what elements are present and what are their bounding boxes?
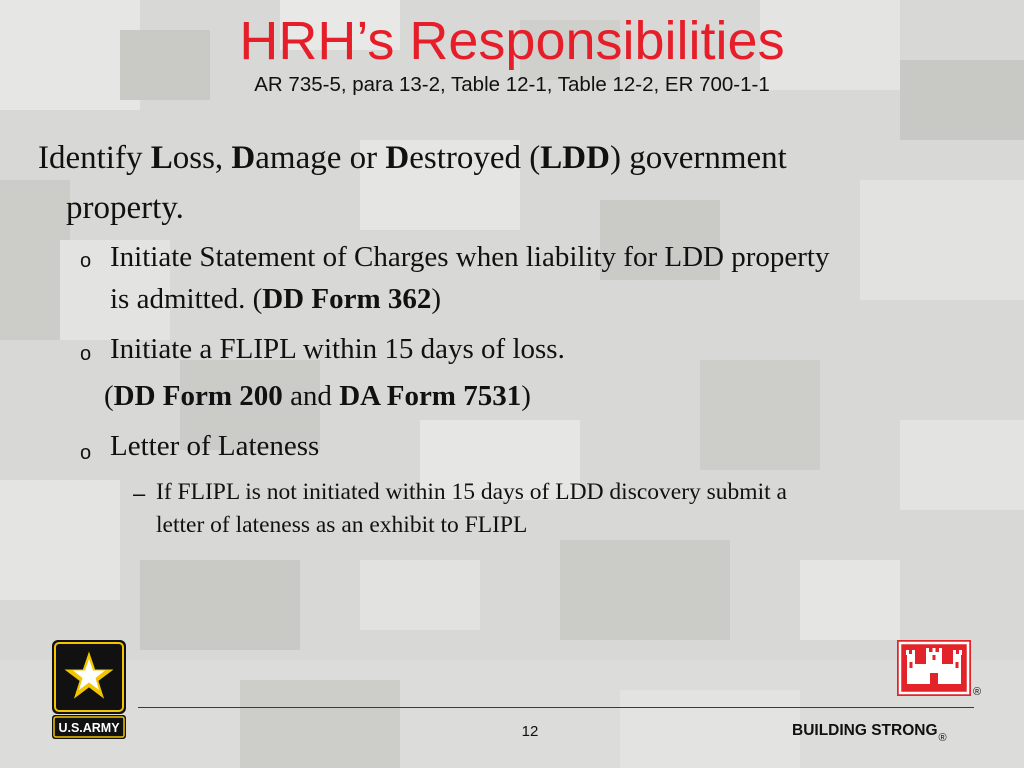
text-run: oss, — [172, 140, 232, 176]
bold-text: DD Form 362 — [262, 283, 432, 315]
castle-icon — [897, 640, 971, 696]
slide-title: HRH’s Responsibilities — [239, 11, 785, 71]
text-run: ( — [104, 380, 114, 412]
text-run: Initiate a FLIPL within 15 days of loss. — [110, 333, 565, 365]
registered-mark: ® — [973, 686, 982, 698]
bullet-1-line-1 — [110, 241, 829, 274]
sub-bullet-line-1: If FLIPL is not initiated within 15 days of LDD discovery submit a — [156, 479, 787, 505]
text-run: ) — [521, 380, 531, 412]
bullet-marker: o — [80, 442, 92, 464]
bold-text: LDD — [540, 140, 610, 176]
bullet-1-line-2 — [110, 283, 441, 316]
bullet-marker: o — [80, 343, 92, 365]
building-strong-tagline — [792, 722, 947, 744]
bold-text: DD Form 200 — [113, 380, 283, 412]
bold-text: L — [150, 140, 173, 176]
text-run: Initiate Statement of Charges when liability for LDD property — [110, 241, 830, 273]
text-run: amage or — [255, 140, 386, 176]
bullet-marker: o — [80, 250, 92, 272]
building-strong-registered-mark: ® — [938, 732, 947, 744]
army-logo-text: U.S.ARMY — [58, 721, 120, 735]
army-logo — [52, 640, 126, 740]
bullet-2-line-1 — [110, 333, 565, 366]
bold-text: DA Form 7531 — [339, 380, 522, 412]
text-run: property. — [66, 190, 184, 226]
page-number: 12 — [521, 723, 539, 740]
bold-text: D — [385, 140, 410, 176]
bullet-3-text: Letter of Lateness — [110, 430, 320, 462]
text-run: ) government — [609, 140, 787, 176]
text-run: estroyed ( — [409, 140, 541, 176]
text-run: Identify — [38, 140, 151, 176]
building-strong-text: BUILDING STRONG — [792, 722, 938, 739]
sub-bullet-line-2: letter of lateness as an exhibit to FLIPL — [156, 512, 528, 538]
text-run: is admitted. ( — [110, 283, 263, 315]
text-run: ) — [431, 283, 442, 315]
heading-line-1 — [38, 140, 787, 177]
form-references — [104, 380, 531, 413]
text-run: and — [282, 380, 340, 412]
slide-subtitle: AR 735-5, para 13-2, Table 12-1, Table 12-2, ER 700-1-1 — [254, 73, 770, 96]
sub-bullet-marker: – — [133, 481, 146, 506]
footer-divider — [138, 707, 974, 708]
heading-line-2 — [66, 190, 184, 227]
bold-text: D — [231, 140, 256, 176]
